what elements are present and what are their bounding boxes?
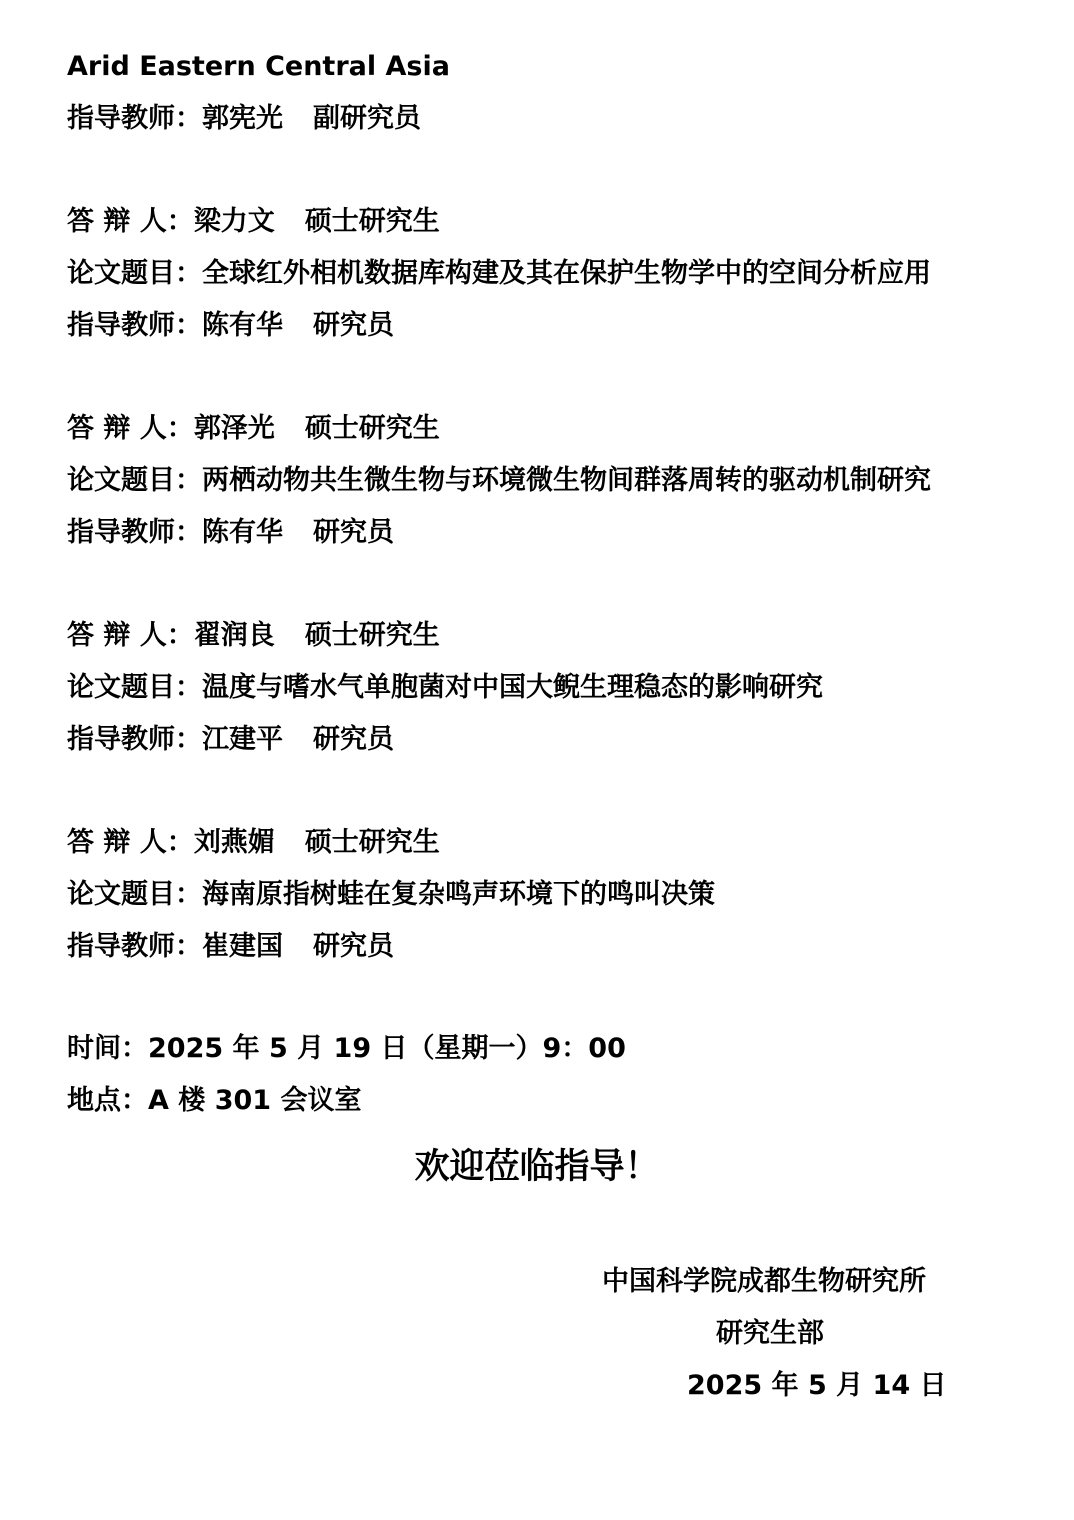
thesis-title-fragment xyxy=(67,50,450,84)
defender-title: 硕士研究生 xyxy=(304,827,440,858)
defender-name: 刘燕媚 xyxy=(193,827,275,858)
advisor-line-0 xyxy=(67,102,421,136)
advisor-title: 研究员 xyxy=(313,931,394,962)
place-label: 地点： xyxy=(67,1085,148,1116)
defender-name: 梁力文 xyxy=(193,206,275,237)
advisor-line-2 xyxy=(67,516,394,550)
meeting-time xyxy=(67,1032,626,1066)
topic-line-4 xyxy=(67,878,715,912)
advisor-name: 江建平 xyxy=(202,724,283,755)
topic-line-1 xyxy=(67,257,931,291)
defender-label: 答 辩 人： xyxy=(67,413,194,444)
advisor-line-4 xyxy=(67,930,394,964)
defender-title: 硕士研究生 xyxy=(304,413,440,444)
footer-dept: 研究生部 xyxy=(716,1318,824,1349)
meeting-place xyxy=(67,1084,361,1118)
defender-title: 硕士研究生 xyxy=(304,206,440,237)
topic-text: 全球红外相机数据库构建及其在保护生物学中的空间分析应用 xyxy=(202,258,931,289)
topic-text: 海南原指树蛙在复杂鸣声环境下的鸣叫决策 xyxy=(202,879,715,910)
defender-name: 郭泽光 xyxy=(193,413,275,444)
time-label: 时间： xyxy=(67,1033,148,1064)
defender-label: 答 辩 人： xyxy=(67,620,194,651)
advisor-name: 陈有华 xyxy=(202,517,283,548)
topic-label: 论文题目： xyxy=(67,258,202,289)
topic-label: 论文题目： xyxy=(67,879,202,910)
advisor-title: 研究员 xyxy=(313,310,394,341)
advisor-name: 陈有华 xyxy=(202,310,283,341)
topic-text: 温度与嗜水气单胞菌对中国大鲵生理稳态的影响研究 xyxy=(202,672,823,703)
advisor-name: 崔建国 xyxy=(202,931,283,962)
topic-label: 论文题目： xyxy=(67,465,202,496)
welcome-message: 欢迎莅临指导！ xyxy=(414,1147,660,1187)
defender-name: 翟润良 xyxy=(193,620,275,651)
topic-line-3 xyxy=(67,671,823,705)
advisor-label: 指导教师： xyxy=(67,517,202,548)
topic-text: 两栖动物共生微生物与环境微生物间群落周转的驱动机制研究 xyxy=(202,465,931,496)
advisor-label: 指导教师： xyxy=(67,931,202,962)
defender-line-1 xyxy=(67,205,440,239)
footer-date: 2025 年 5 月 14 日 xyxy=(687,1370,947,1401)
advisor-label: 指导教师： xyxy=(67,310,202,341)
defender-title: 硕士研究生 xyxy=(304,620,440,651)
defender-label: 答 辩 人： xyxy=(67,827,194,858)
advisor-label: 指导教师： xyxy=(67,724,202,755)
advisor-title: 研究员 xyxy=(313,724,394,755)
advisor-line-3 xyxy=(67,723,394,757)
footer-org: 中国科学院成都生物研究所 xyxy=(602,1266,926,1297)
advisor-line-1 xyxy=(67,309,394,343)
defender-line-2 xyxy=(67,412,440,446)
topic-label: 论文题目： xyxy=(67,672,202,703)
defender-line-4 xyxy=(67,826,440,860)
advisor-title: 副研究员 xyxy=(313,103,421,134)
advisor-label: 指导教师： xyxy=(67,103,202,134)
defender-label: 答 辩 人： xyxy=(67,206,194,237)
topic-line-2 xyxy=(67,464,931,498)
place-value: A 楼 301 会议室 xyxy=(148,1085,362,1116)
title-fragment-text: Arid Eastern Central Asia xyxy=(67,51,450,82)
advisor-name: 郭宪光 xyxy=(202,103,283,134)
defender-line-3 xyxy=(67,619,440,653)
advisor-title: 研究员 xyxy=(313,517,394,548)
time-value: 2025 年 5 月 19 日（星期一）9：00 xyxy=(148,1033,626,1064)
